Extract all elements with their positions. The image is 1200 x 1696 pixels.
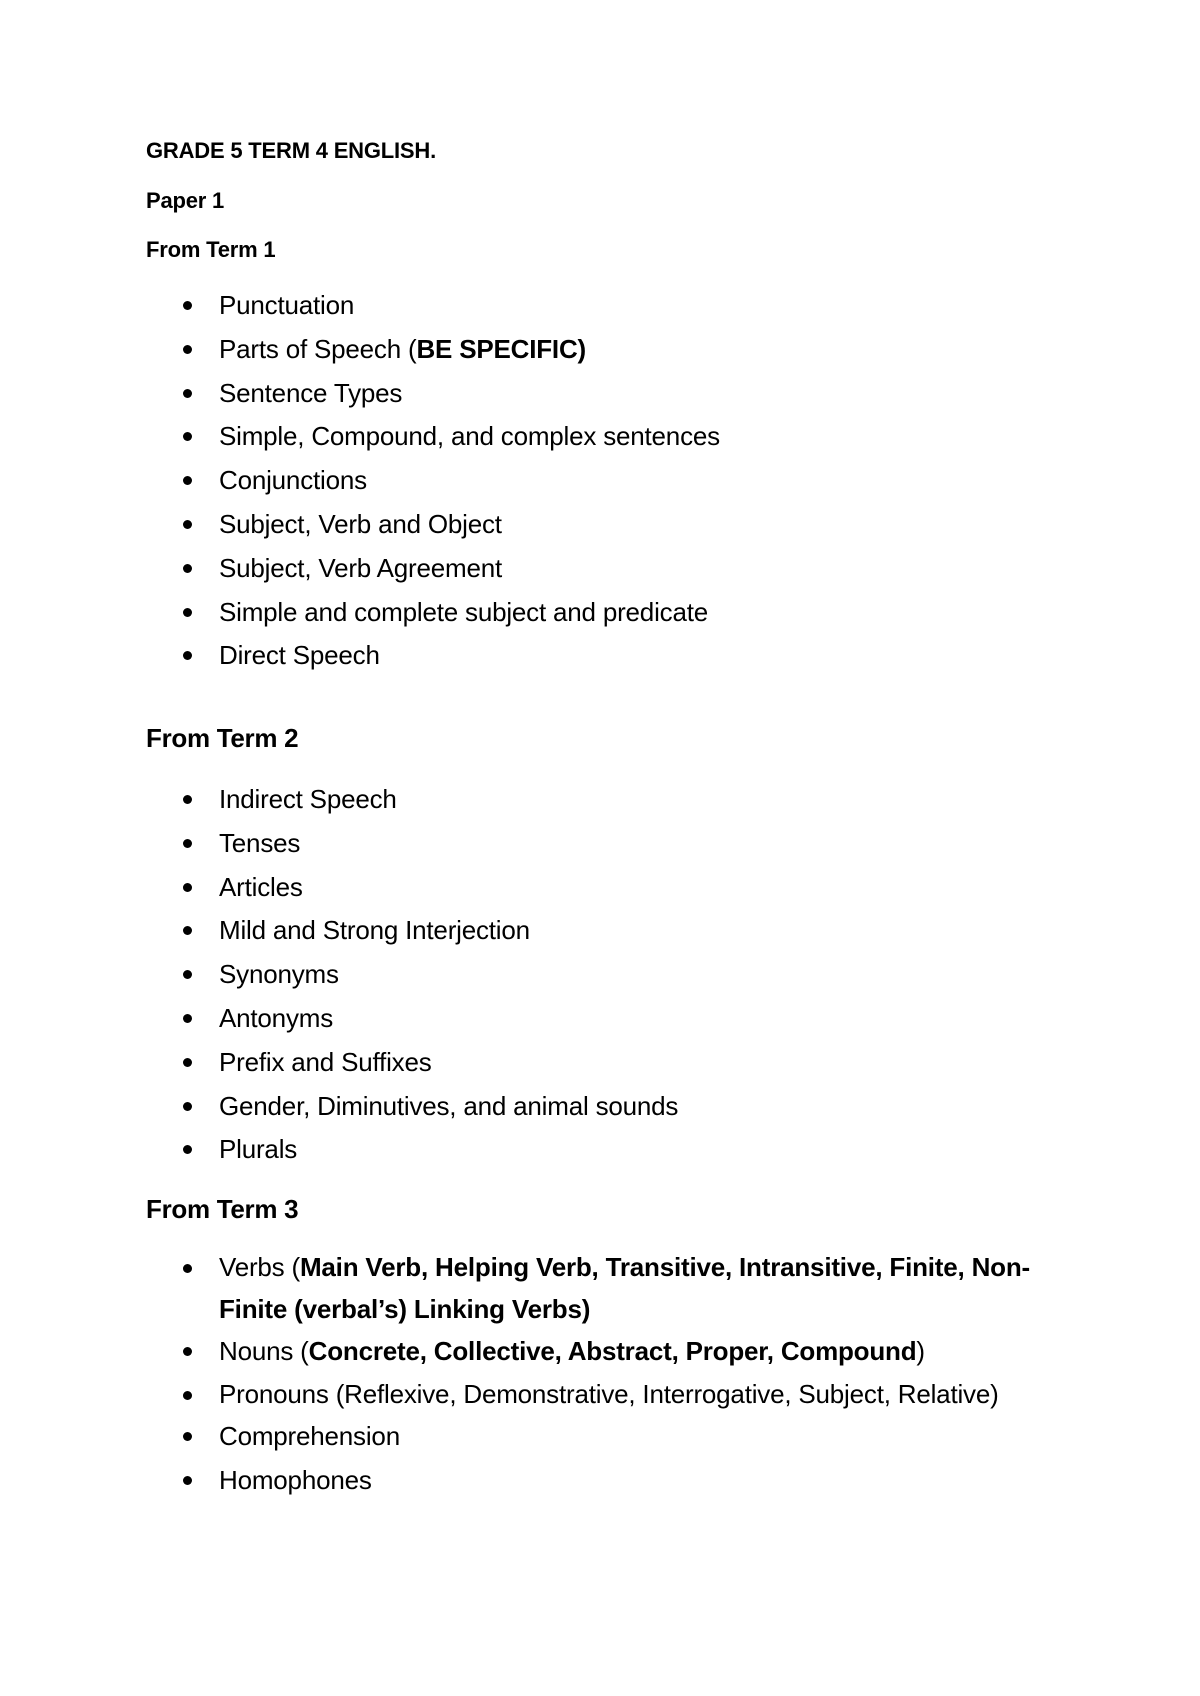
list-item <box>183 778 1063 822</box>
list-item <box>183 1128 1063 1172</box>
list-item-bold-text: Concrete, Collective, Abstract, Proper, Compound <box>308 1336 917 1366</box>
bullet-icon <box>183 476 192 485</box>
list-item <box>183 459 1063 503</box>
section-heading-term-3: From Term 3 <box>146 1194 299 1224</box>
document-title: GRADE 5 TERM 4 ENGLISH. <box>146 138 436 163</box>
list-item-text: Verbs ( <box>219 1252 300 1282</box>
list-item-text: Subject, Verb Agreement <box>219 552 503 583</box>
list-item-text: Direct Speech <box>219 640 380 671</box>
bullet-icon <box>183 1347 192 1356</box>
bullet-icon <box>183 795 192 804</box>
list-item-text: Plurals <box>219 1134 298 1165</box>
list-item-text: Gender, Diminutives, and animal sounds <box>219 1090 679 1121</box>
list-item-text: Pronouns (Reflexive, Demonstrative, Interrogative, Subject, Relative) <box>219 1378 999 1409</box>
bullet-icon <box>183 651 192 660</box>
bullet-icon <box>183 1014 192 1023</box>
list-item-text: Antonyms <box>219 1002 334 1033</box>
list-item-bold-text: Main Verb, Helping Verb, Transitive, Intransitive, Finite, Non-Finite (verbal’s) Linking Verbs) <box>219 1252 1030 1324</box>
list-item-text: Comprehension <box>219 1421 400 1452</box>
list-item <box>183 503 1063 547</box>
list-item <box>183 634 1063 678</box>
bullet-icon <box>183 1391 192 1400</box>
list-item <box>183 997 1063 1041</box>
list-item <box>183 372 1063 416</box>
list-item-text: Synonyms <box>219 959 339 990</box>
bullet-icon <box>183 1432 192 1441</box>
list-item <box>183 284 1063 328</box>
list-item <box>183 547 1063 591</box>
bullet-icon <box>183 432 192 441</box>
bullet-icon <box>183 970 192 979</box>
list-item <box>183 1041 1063 1085</box>
list-item <box>183 1459 1063 1503</box>
list-item-text: Parts of Speech ( <box>219 333 417 364</box>
list-item <box>183 1374 1063 1416</box>
bullet-icon <box>183 926 192 935</box>
list-item-text: Articles <box>219 871 303 902</box>
list-item <box>183 328 1063 372</box>
list-item-text: Simple and complete subject and predicate <box>219 596 708 627</box>
list-item <box>183 1330 1063 1374</box>
list-item <box>183 822 1063 866</box>
bullet-icon <box>183 564 192 573</box>
list-item <box>183 953 1063 997</box>
list-item-text: Punctuation <box>219 290 355 320</box>
list-item-text: Simple, Compound, and complex sentences <box>219 421 720 452</box>
bullet-icon <box>183 345 192 354</box>
list-item <box>183 1085 1063 1129</box>
list-item <box>183 1415 1063 1459</box>
section-heading-term-1: From Term 1 <box>146 237 276 262</box>
bullet-icon <box>183 389 192 398</box>
list-item-text: Nouns ( <box>219 1336 309 1366</box>
list-item-text-tail: ) <box>916 1336 925 1366</box>
list-item <box>183 866 1063 910</box>
list-item-text: Conjunctions <box>219 465 367 496</box>
list-item-text: Prefix and Suffixes <box>219 1046 432 1077</box>
list-item-text: Indirect Speech <box>219 784 397 814</box>
term-2-topic-list <box>183 778 1063 1172</box>
bullet-icon <box>183 1264 192 1273</box>
list-item-text: Tenses <box>219 827 301 858</box>
list-item <box>183 909 1063 953</box>
list-item <box>183 591 1063 635</box>
list-item-text: Sentence Types <box>219 377 403 408</box>
term-1-topic-list <box>183 284 1063 678</box>
list-item <box>183 415 1063 459</box>
term-3-topic-list <box>183 1247 1063 1503</box>
list-item-text: Homophones <box>219 1465 372 1496</box>
bullet-icon <box>183 608 192 617</box>
bullet-icon <box>183 1058 192 1067</box>
bullet-icon <box>183 1476 192 1485</box>
section-heading-term-2: From Term 2 <box>146 723 299 753</box>
bullet-icon <box>183 1102 192 1111</box>
list-item-text: Subject, Verb and Object <box>219 508 502 539</box>
list-item-text: Mild and Strong Interjection <box>219 915 530 946</box>
bullet-icon <box>183 1145 192 1154</box>
list-item <box>183 1247 1063 1330</box>
list-item-bold-text: BE SPECIFIC) <box>416 333 586 364</box>
bullet-icon <box>183 520 192 529</box>
bullet-icon <box>183 839 192 848</box>
paper-label: Paper 1 <box>146 188 225 213</box>
bullet-icon <box>183 883 192 892</box>
bullet-icon <box>183 301 192 310</box>
